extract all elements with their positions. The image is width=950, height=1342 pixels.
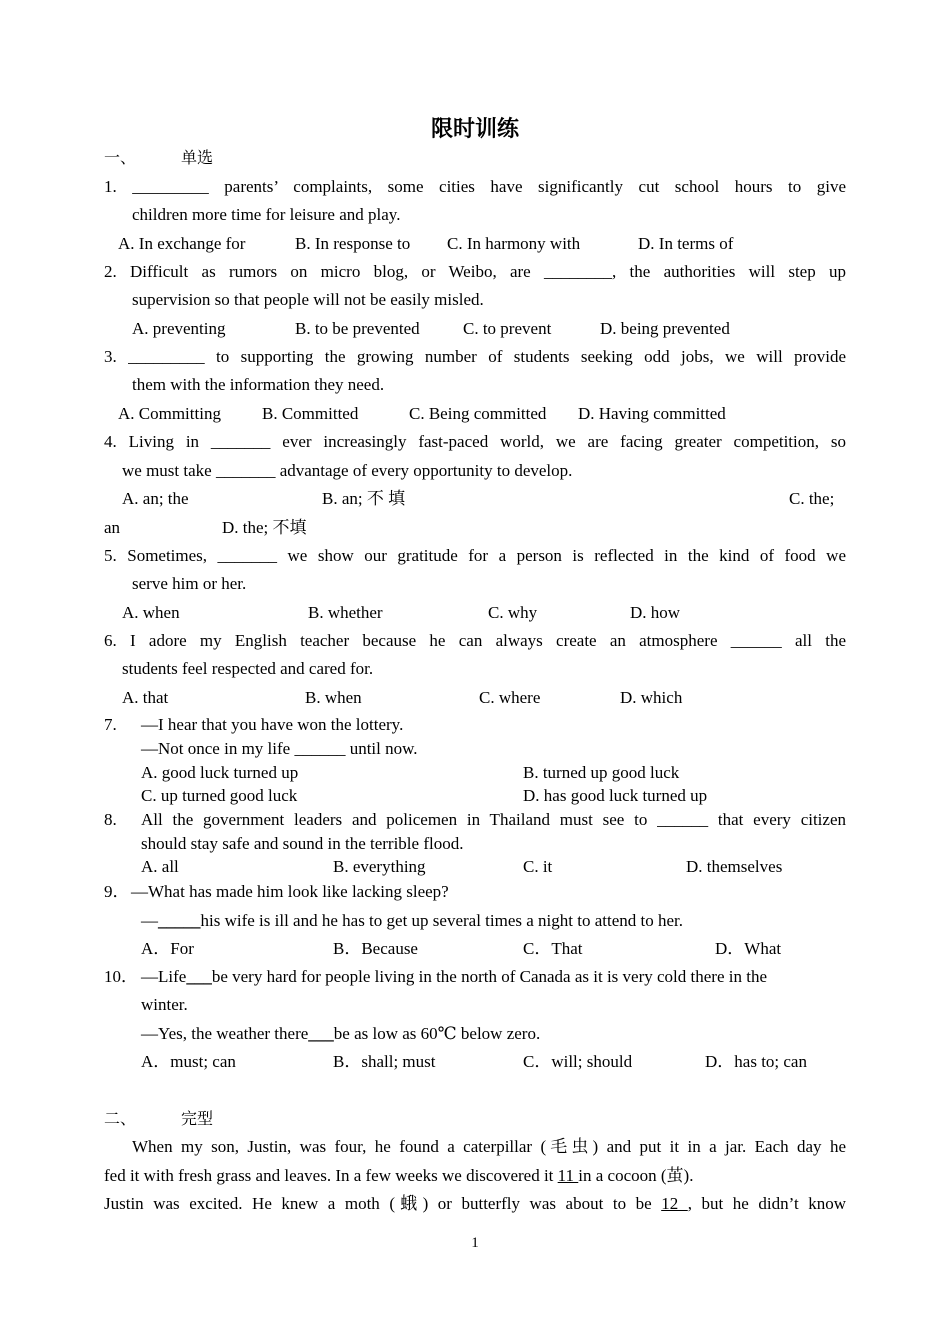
- question-6-option-c: C. where: [479, 688, 541, 707]
- question-8-number: 8.: [104, 810, 117, 829]
- question-7-option-c: C. up turned good luck: [141, 786, 298, 805]
- blank-12: 12: [661, 1194, 688, 1213]
- question-9-line-2: [141, 911, 683, 931]
- question-10-number: 10．: [104, 967, 138, 986]
- page-number: 1: [471, 1235, 479, 1251]
- question-9-line-2-text: his wife is ill and he has to get up several times a night to attend to her.: [200, 911, 684, 930]
- passage-line-3-b: , but he didn’t know: [687, 1194, 846, 1213]
- question-10-blank-1: ___: [186, 967, 212, 986]
- question-7-line-1: —I hear that you have won the lottery.: [141, 715, 404, 734]
- question-3-option-b: B. Committed: [262, 404, 359, 423]
- question-2-option-a: A. preventing: [132, 319, 226, 338]
- question-2-line-2: supervision so that people will not be easily misled.: [132, 290, 484, 309]
- question-10-line-3-b: be as low as 60℃ below zero.: [333, 1024, 541, 1043]
- question-9-option-b: B．Because: [333, 939, 418, 958]
- question-3-line-2: them with the information they need.: [132, 375, 385, 394]
- question-5-line-2: serve him or her.: [132, 574, 247, 593]
- question-2-option-d: D. being prevented: [600, 319, 730, 338]
- question-5-option-b: B. whether: [308, 603, 383, 622]
- question-1-line-2: children more time for leisure and play.: [132, 205, 401, 224]
- question-10-blank-2: ___: [308, 1024, 334, 1043]
- passage-line-3-a: Justin was excited. He knew a moth (蛾) or butterfly was about to be: [104, 1194, 662, 1213]
- question-2-line-1: 2. Difficult as rumors on micro blog, or Weibo, are ________, the authorities will step up: [104, 262, 846, 281]
- section-number-2: 二、: [104, 1109, 137, 1128]
- question-4-option-c: C. the;: [789, 489, 835, 508]
- question-8-option-b: B. everything: [333, 857, 426, 876]
- question-8-option-d: D. themselves: [686, 857, 783, 876]
- question-7-option-a: A. good luck turned up: [141, 763, 299, 782]
- question-6-option-b: B. when: [305, 688, 362, 707]
- question-4-line-1: 4. Living in _______ ever increasingly fast-paced world, we are facing greater competition, so: [104, 432, 846, 451]
- question-3-option-a: A. Committing: [118, 404, 221, 423]
- question-4-option-b: B. an; 不 填: [322, 489, 406, 508]
- question-9-option-d: D．What: [715, 939, 782, 958]
- question-10-line-1-a: —Life: [141, 967, 187, 986]
- question-3-option-d: D. Having committed: [578, 404, 726, 423]
- question-4-line-2: we must take _______ advantage of every opportunity to develop.: [122, 461, 573, 480]
- question-10-line-1-b: be very hard for people living in the north of Canada as it is very cold there in the: [211, 967, 767, 986]
- question-1-line-1: 1. _________ parents’ complaints, some cities have significantly cut school hours to give: [104, 177, 846, 196]
- question-10-line-3: [141, 1024, 540, 1044]
- section-number: 一、: [104, 148, 137, 167]
- question-1-option-d: D. In terms of: [638, 234, 734, 253]
- question-2-option-b: B. to be prevented: [295, 319, 420, 338]
- passage-line-1: When my son, Justin, was four, he found a caterpillar (毛虫) and put it in a jar. Each day he: [132, 1137, 846, 1156]
- question-10-line-1: [141, 967, 767, 987]
- question-9-dash: —: [141, 911, 158, 930]
- question-10-option-d: D．has to; can: [705, 1052, 807, 1071]
- question-6-line-1: 6. I adore my English teacher because he can always create an atmosphere ______ all the: [104, 631, 846, 650]
- question-5-option-a: A. when: [122, 603, 180, 622]
- question-5-option-c: C. why: [488, 603, 538, 622]
- section-label-2: 完型: [181, 1109, 214, 1128]
- question-1-option-a: A. In exchange for: [118, 234, 246, 253]
- question-7-number: 7.: [104, 715, 117, 734]
- question-9-option-c: C．That: [523, 939, 583, 958]
- question-3-line-1: 3. _________ to supporting the growing number of students seeking odd jobs, we will provide: [104, 347, 846, 366]
- question-10-line-3-a: —Yes, the weather there: [141, 1024, 309, 1043]
- passage-line-3: [104, 1194, 846, 1214]
- question-7-option-b: B. turned up good luck: [523, 763, 680, 782]
- question-5-line-1: 5. Sometimes, _______ we show our gratitude for a person is reflected in the kind of food we: [104, 546, 846, 565]
- question-8-option-a: A. all: [141, 857, 179, 876]
- question-3-option-c: C. Being committed: [409, 404, 547, 423]
- question-5-option-d: D. how: [630, 603, 681, 622]
- question-8-line-1: All the government leaders and policemen in Thailand must see to ______ that every citizen: [141, 810, 846, 829]
- question-6-option-a: A. that: [122, 688, 169, 707]
- passage-line-2: [104, 1166, 693, 1186]
- question-1-option-c: C. In harmony with: [447, 234, 581, 253]
- question-9-line-1: —What has made him look like lacking sleep?: [131, 882, 449, 901]
- question-7-line-2: —Not once in my life ______ until now.: [141, 739, 418, 758]
- question-9-option-a: A．For: [141, 939, 194, 958]
- question-10-line-2: winter.: [141, 995, 188, 1014]
- question-4-option-d: D. the; 不填: [222, 518, 307, 537]
- blank-11: 11: [557, 1166, 579, 1185]
- question-4-option-c-cont: an: [104, 518, 121, 537]
- question-9-blank: _____: [158, 911, 201, 930]
- question-4-option-a: A. an; the: [122, 489, 189, 508]
- question-9-number: 9．: [104, 882, 130, 901]
- question-1-option-b: B. In response to: [295, 234, 411, 253]
- section-label: 单选: [181, 148, 214, 167]
- question-7-option-d: D. has good luck turned up: [523, 786, 708, 805]
- passage-line-2-a: fed it with fresh grass and leaves. In a few weeks we discovered it: [104, 1166, 558, 1185]
- passage-line-2-b: in a cocoon (茧).: [578, 1166, 694, 1185]
- question-10-option-b: B．shall; must: [333, 1052, 436, 1071]
- question-6-line-2: students feel respected and cared for.: [122, 659, 374, 678]
- question-10-option-a: A．must; can: [141, 1052, 236, 1071]
- page-title: 限时训练: [430, 117, 519, 142]
- question-8-line-2: should stay safe and sound in the terrible flood.: [141, 834, 464, 853]
- question-10-option-c: C．will; should: [523, 1052, 633, 1071]
- question-8-option-c: C. it: [523, 857, 553, 876]
- question-6-option-d: D. which: [620, 688, 683, 707]
- question-2-option-c: C. to prevent: [463, 319, 552, 338]
